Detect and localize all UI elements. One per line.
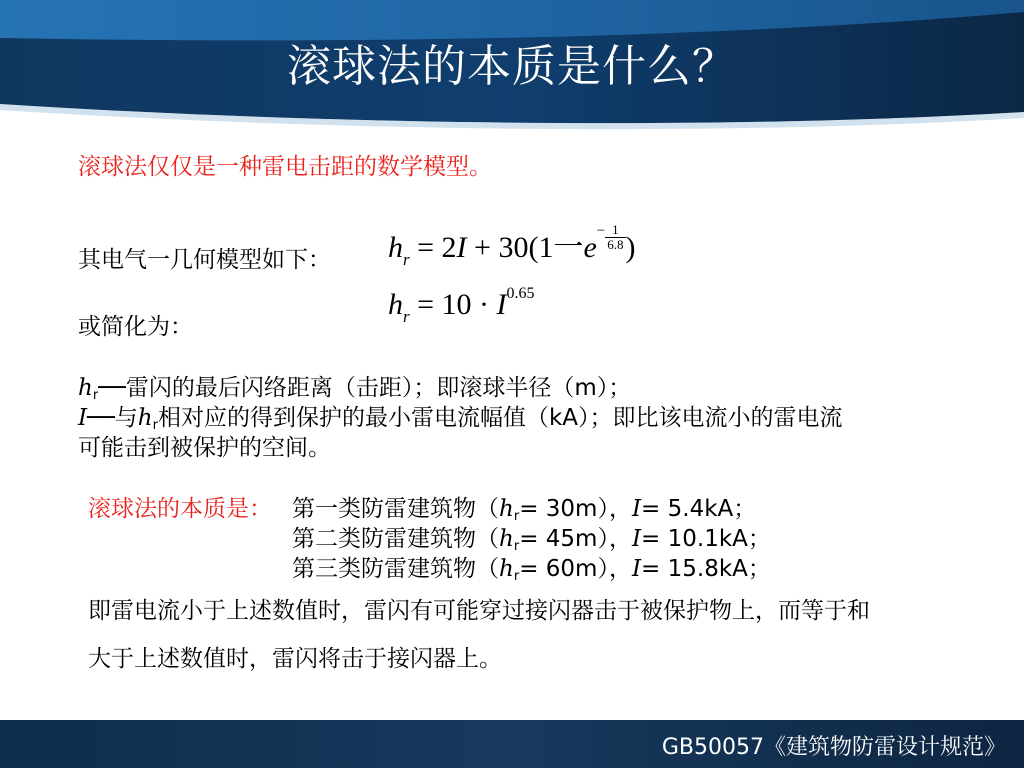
essence-row-sub: r: [513, 539, 520, 554]
formula2-rhs-a: = 10 ·: [417, 288, 490, 321]
essence-row-ival: = 5.4kA；: [641, 496, 757, 522]
formula1-exp-num: 1: [605, 223, 625, 238]
conclusion-line-1: 即雷电流小于上述数值时，雷闪有可能穿过接闪器击于被保护物上，而等于和: [88, 598, 870, 624]
essence-row-prefix: 第三类防雷建筑物（: [292, 556, 499, 582]
essence-row-ival: = 10.1kA；: [641, 526, 771, 552]
essence-row-h: h: [499, 526, 514, 552]
def-hr-sub: r: [92, 388, 99, 403]
def-i-text-b: 相对应的得到保护的最小雷电流幅值（kA）；即比该电流小的雷电流: [157, 405, 843, 431]
essence-row-hval: = 30m），: [519, 496, 632, 522]
formula-simplified: [388, 285, 535, 326]
essence-row-prefix: 第一类防雷建筑物（: [292, 496, 499, 522]
intro-text: 滚球法仅仅是一种雷电击距的数学模型。: [78, 154, 492, 180]
essence-row-hval: = 45m），: [519, 526, 632, 552]
essence-row-sub: r: [513, 569, 520, 584]
formula1-rhs-a: = 2: [417, 231, 457, 264]
formula2-h-sub: r: [403, 307, 410, 326]
def-i-hr-sub: r: [152, 418, 158, 433]
conclusion-line-2: 大于上述数值时，雷闪将击于接闪器上。: [88, 646, 502, 672]
essence-row-prefix: 第二类防雷建筑物（: [292, 526, 499, 552]
footer-bar: [0, 720, 1024, 768]
definition-i-cont: 可能击到被保护的空间。: [78, 435, 331, 461]
formula1-exp-den: 6.8: [607, 237, 624, 252]
formula-full: [388, 222, 636, 274]
page-title: 滚球法的本质是什么？: [287, 41, 737, 92]
def-hr-text: ──雷闪的最后闪络距离（击距）；即滚球半径（m）；: [98, 375, 632, 401]
formula1-exp-sign: −: [596, 223, 606, 239]
simplified-label: 或简化为：: [78, 314, 193, 340]
essence-row-sub: r: [513, 509, 520, 524]
formula1-exp-frac: [605, 223, 625, 252]
formula1-e: e: [583, 231, 597, 264]
essence-row: [292, 554, 771, 592]
essence-row-i: I: [631, 496, 642, 522]
footer-source: GB50057《建筑物防雷设计规范》: [661, 735, 1006, 760]
def-i-text-a: ──与: [87, 405, 138, 431]
formula2-i: I: [496, 288, 507, 321]
essence-row-ival: = 15.8kA；: [641, 556, 771, 582]
def-i-symbol: I: [78, 405, 88, 431]
essence-row-i: I: [631, 526, 642, 552]
formula1-i: I: [456, 231, 467, 264]
header-banner: [0, 0, 1024, 130]
formula1-h: h: [388, 231, 403, 264]
essence-row-h: h: [499, 556, 514, 582]
essence-row-hval: = 60m），: [519, 556, 632, 582]
model-label: 其电气一几何模型如下：: [78, 247, 331, 273]
formula2-exp: 0.65: [506, 285, 535, 302]
essence-row-i: I: [631, 556, 642, 582]
formula1-close: ): [625, 231, 636, 264]
formula2-h: h: [388, 288, 403, 321]
essence-label: 滚球法的本质是：: [88, 496, 272, 522]
formula1-rhs-b: + 30(1一: [474, 231, 584, 264]
def-hr-symbol: h: [78, 375, 93, 401]
essence-row-h: h: [499, 496, 514, 522]
def-i-hr-symbol: h: [137, 405, 153, 431]
formula1-h-sub: r: [403, 250, 410, 269]
